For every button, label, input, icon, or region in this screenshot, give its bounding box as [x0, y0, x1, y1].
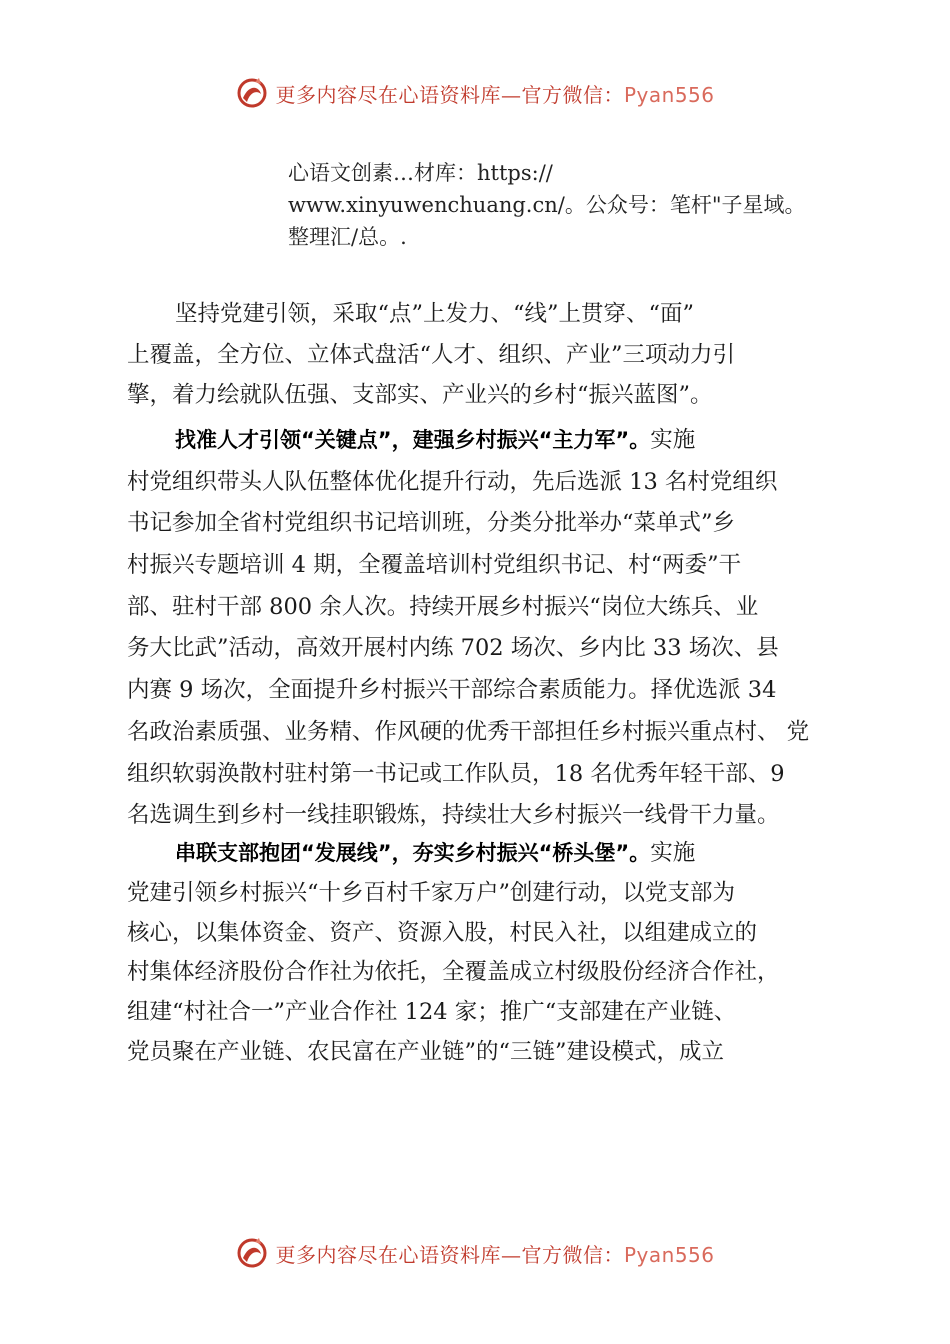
paragraph-line: 名政治素质强、业务精、作风硬的优秀干部担任乡村振兴重点村、 党: [127, 718, 810, 745]
talent-paragraph: [127, 420, 827, 837]
paragraph-line: 组建“村社合一”产业合作社 124 家；推广“支部建在产业链、: [127, 999, 737, 1026]
section-heading: 串联支部抱团“发展线”，夯实乡村振兴“桥头堡”。: [175, 841, 651, 865]
header-banner: [0, 68, 950, 118]
paragraph-first-line: 串联支部抱团“发展线”，夯实乡村振兴“桥头堡”。实施: [175, 840, 696, 866]
intro-paragraph: [127, 294, 827, 416]
wechat-id: Pyan556: [623, 1242, 715, 1267]
banner-text: 更多内容尽在心语资料库—官方微信：Pyan556: [275, 1242, 715, 1267]
source-line: 心语文创素…材库：https://: [288, 161, 553, 185]
footer-banner: [0, 1228, 950, 1278]
paragraph-line: 部、驻村干部 800 余人次。持续开展乡村振兴“岗位大练兵、业: [127, 593, 759, 620]
paragraph-line: 核心，以集体资金、资产、资源入股，村民入社，以组建成立的: [127, 919, 758, 946]
paragraph-line: 党建引领乡村振兴“十乡百村千家万户”创建行动，以党支部为: [127, 879, 736, 906]
branch-paragraph: [127, 834, 827, 1073]
red-swirl-logo-icon: [235, 76, 269, 110]
source-note: [288, 157, 888, 253]
paragraph-line: 务大比武”活动，高效开展村内练 702 场次、乡内比 33 场次、县: [127, 635, 779, 662]
paragraph-line: 擎，着力绘就队伍强、支部实、产业兴的乡村“振兴蓝图”。: [127, 382, 713, 408]
paragraph-line: 村党组织带头人队伍整体优化提升行动，先后选派 13 名村党组织: [127, 468, 778, 495]
banner-text: 更多内容尽在心语资料库—官方微信：Pyan556: [275, 82, 715, 107]
paragraph-line: 上覆盖，全方位、立体式盘活“人才、组织、产业”三项动力引: [127, 341, 736, 368]
paragraph-line: 党员聚在产业链、农民富在产业链”的“三链”建设模式，成立: [127, 1038, 725, 1065]
paragraph-line: 村集体经济股份合作社为依托，全覆盖成立村级股份经济合作社，: [127, 959, 780, 986]
section-heading: 找准人才引领“关键点”，建强乡村振兴“主力军”。: [175, 428, 651, 452]
paragraph-line: 内赛 9 场次，全面提升乡村振兴干部综合素质能力。择优选派 34: [127, 677, 777, 704]
source-line: www.xinyuwenchuang.cn/。公众号：笔杆"子星域。: [288, 193, 806, 217]
paragraph-line: 村振兴专题培训 4 期，全覆盖培训村党组织书记、村“两委”干: [127, 552, 742, 579]
source-line: 整理汇/总。.: [288, 225, 407, 249]
paragraph-first-line: 找准人才引领“关键点”，建强乡村振兴“主力军”。实施: [175, 427, 696, 453]
paragraph-line: 书记参加全省村党组织书记培训班，分类分批举办“菜单式”乡: [127, 510, 736, 537]
paragraph-line: 组织软弱涣散村驻村第一书记或工作队员，18 名优秀年轻干部、9: [127, 760, 785, 787]
red-swirl-logo-icon: [235, 1236, 269, 1270]
wechat-id: Pyan556: [623, 82, 715, 107]
paragraph-line: 坚持党建引领，采取“点”上发力、“线”上贯穿、“面”: [175, 301, 695, 327]
paragraph-line: 名选调生到乡村一线挂职锻炼，持续壮大乡村振兴一线骨干力量。: [127, 802, 780, 829]
